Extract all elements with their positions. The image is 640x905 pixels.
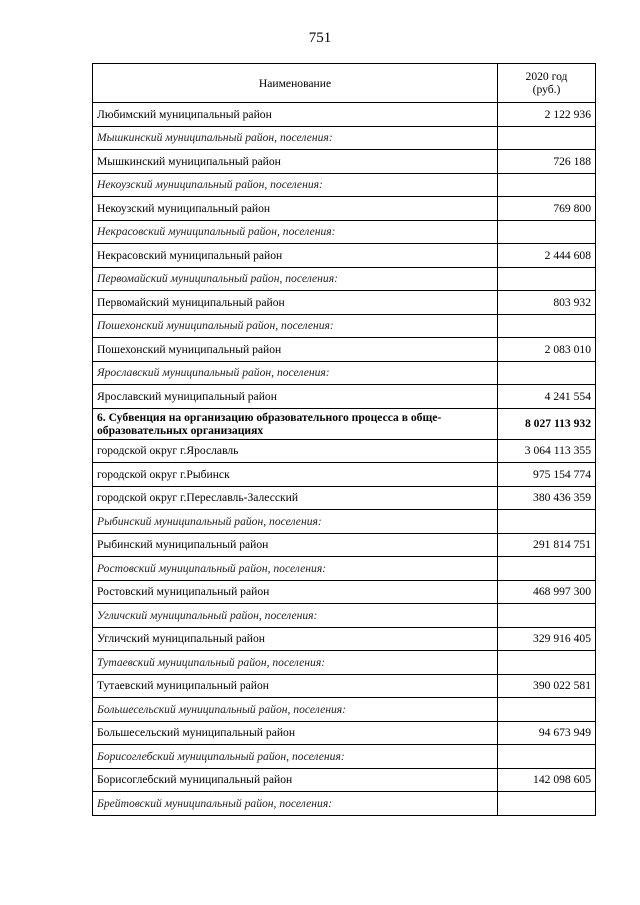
section-subheader-row (93, 267, 596, 291)
column-header-amount (498, 64, 596, 103)
row-amount: 142 098 605 (498, 768, 596, 792)
row-amount: 2 444 608 (498, 244, 596, 268)
row-amount (498, 510, 596, 534)
table-row (93, 197, 596, 221)
row-name: Рыбинский муниципальный район (93, 533, 498, 557)
row-name: Большесельский муниципальный район, поселения: (93, 698, 498, 722)
row-name: Ростовский муниципальный район (93, 580, 498, 604)
row-name: Тутаевский муниципальный район, поселения: (93, 651, 498, 675)
row-name: городской округ г.Переславль-Залесский (93, 486, 498, 510)
table-row (93, 439, 596, 463)
column-header-unit: (руб.) (532, 83, 561, 96)
row-amount: 769 800 (498, 197, 596, 221)
table-row (93, 721, 596, 745)
row-name: Мышкинский муниципальный район, поселения: (93, 126, 498, 150)
section-subheader-row (93, 510, 596, 534)
row-name: Первомайский муниципальный район (93, 291, 498, 315)
row-amount (498, 314, 596, 338)
section-total-row (93, 408, 596, 439)
table-row (93, 338, 596, 362)
row-amount (498, 220, 596, 244)
column-header-name: Наименование (93, 64, 498, 103)
row-name: Большесельский муниципальный район (93, 721, 498, 745)
section-subheader-row (93, 314, 596, 338)
table-row (93, 463, 596, 487)
row-amount: 291 814 751 (498, 533, 596, 557)
section-subheader-row (93, 792, 596, 816)
row-amount (498, 745, 596, 769)
row-amount: 8 027 113 932 (498, 408, 596, 439)
row-amount: 390 022 581 (498, 674, 596, 698)
row-amount: 975 154 774 (498, 463, 596, 487)
table-row (93, 385, 596, 409)
row-name: Тутаевский муниципальный район (93, 674, 498, 698)
row-name: Брейтовский муниципальный район, поселения: (93, 792, 498, 816)
row-name: Ярославский муниципальный район, поселения: (93, 361, 498, 385)
page-number: 751 (308, 30, 332, 46)
column-header-year: 2020 год (525, 70, 568, 83)
subsidy-table (92, 63, 596, 816)
section-subheader-row (93, 173, 596, 197)
row-amount (498, 126, 596, 150)
row-name: Мышкинский муниципальный район (93, 150, 498, 174)
row-name: 6. Субвенция на организацию образовательного процесса в обще-образовательных организациях (93, 408, 498, 439)
table-row (93, 627, 596, 651)
row-name: Пошехонский муниципальный район, поселения: (93, 314, 498, 338)
table-row (93, 580, 596, 604)
row-name: Угличский муниципальный район, поселения: (93, 604, 498, 628)
row-amount (498, 604, 596, 628)
row-amount: 468 997 300 (498, 580, 596, 604)
row-amount (498, 361, 596, 385)
section-subheader-row (93, 604, 596, 628)
section-subheader-row (93, 220, 596, 244)
row-name: Некоузский муниципальный район, поселения: (93, 173, 498, 197)
row-name: Ростовский муниципальный район, поселения: (93, 557, 498, 581)
row-name: Некрасовский муниципальный район, поселения: (93, 220, 498, 244)
row-name: Некоузский муниципальный район (93, 197, 498, 221)
row-name: Некрасовский муниципальный район (93, 244, 498, 268)
row-amount: 2 083 010 (498, 338, 596, 362)
row-amount (498, 792, 596, 816)
row-name: городской округ г.Ярославль (93, 439, 498, 463)
table-row (93, 486, 596, 510)
section-subheader-row (93, 745, 596, 769)
row-name: Первомайский муниципальный район, поселения: (93, 267, 498, 291)
row-amount: 2 122 936 (498, 103, 596, 127)
table-body (93, 103, 596, 816)
row-name: Борисоглебский муниципальный район, поселения: (93, 745, 498, 769)
row-amount (498, 698, 596, 722)
row-amount (498, 557, 596, 581)
row-amount: 726 188 (498, 150, 596, 174)
section-subheader-row (93, 651, 596, 675)
row-name: Пошехонский муниципальный район (93, 338, 498, 362)
row-name: Борисоглебский муниципальный район (93, 768, 498, 792)
table-row (93, 291, 596, 315)
section-subheader-row (93, 698, 596, 722)
row-name: Ярославский муниципальный район (93, 385, 498, 409)
section-subheader-row (93, 557, 596, 581)
row-name: Рыбинский муниципальный район, поселения: (93, 510, 498, 534)
row-amount: 94 673 949 (498, 721, 596, 745)
row-amount: 380 436 359 (498, 486, 596, 510)
table-row (93, 150, 596, 174)
row-amount: 4 241 554 (498, 385, 596, 409)
row-amount: 3 064 113 355 (498, 439, 596, 463)
table-row (93, 244, 596, 268)
table-row (93, 768, 596, 792)
row-name: городской округ г.Рыбинск (93, 463, 498, 487)
section-subheader-row (93, 361, 596, 385)
section-subheader-row (93, 126, 596, 150)
table-row (93, 533, 596, 557)
row-amount: 329 916 405 (498, 627, 596, 651)
table-row (93, 103, 596, 127)
row-amount (498, 267, 596, 291)
row-name: Любимский муниципальный район (93, 103, 498, 127)
row-amount: 803 932 (498, 291, 596, 315)
row-amount (498, 173, 596, 197)
table-row (93, 674, 596, 698)
row-name: Угличский муниципальный район (93, 627, 498, 651)
row-amount (498, 651, 596, 675)
table-header-row (93, 64, 596, 103)
